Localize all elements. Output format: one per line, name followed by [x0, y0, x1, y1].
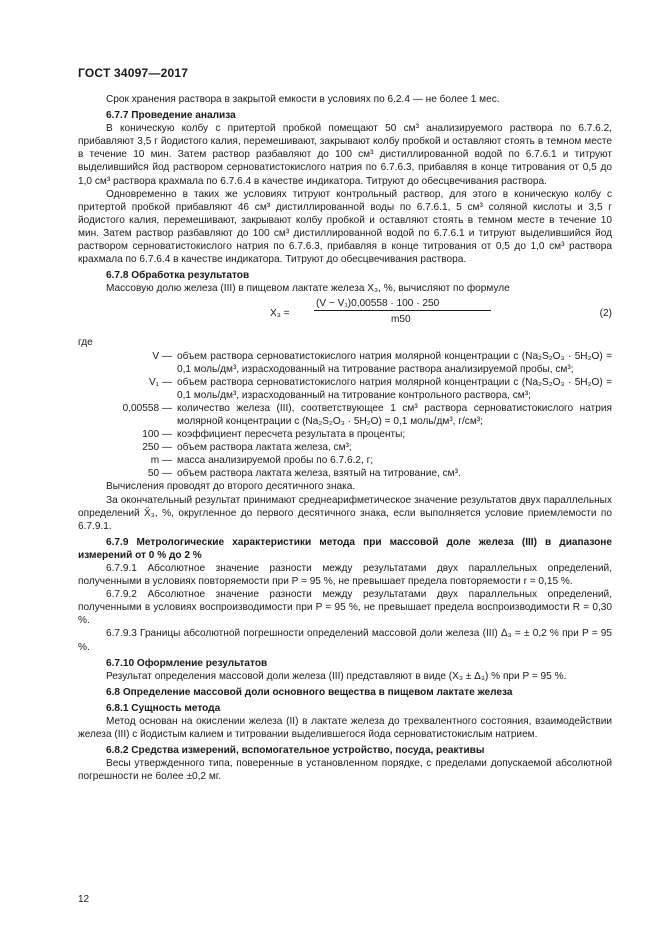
- def-term: 0,00558 —: [122, 402, 172, 414]
- heading-6-7-10: 6.7.10 Оформление результатов: [106, 657, 268, 669]
- formula-number: (2): [599, 308, 612, 320]
- heading-6-7-8: 6.7.8 Обработка результатов: [106, 270, 250, 282]
- paragraph-control: Одновременно в таких же условиях титруют контрольный раствор, для этого в коническую колбу с притертой пробкой прибавляют 46 см³ дистиллированной воды по 6.7.6.1, 5 см³ соляной кислоты и 3,5 г йодистого калия, перемешивают, закрывают колбу пробкой и оставляют стоять в темном месте в течение 10 мин. Затем раствор разбавляют до 100 см³ дистиллированной водой по 6.7.6.1 и титруют выделившийся йод раствором серноватистокислого натрия по 6.7.6.3, прибавляя в конце титрования от 0,5 до 1,0 см³ раствора крахмала по 6.7.6.4 в качестве индикатора. Титруют до обесцвечивания раствора.: [78, 188, 612, 266]
- def-term: 50 —: [147, 468, 172, 480]
- formula-numerator: (V − V₁)0,00558 · 100 · 250: [316, 298, 440, 310]
- heading-6-8-2: 6.8.2 Средства измерений, вспомогательное устройство, посуда, реактивы: [106, 745, 485, 757]
- document-body: [78, 93, 612, 784]
- def-term: 250 —: [142, 442, 172, 454]
- paragraph-scales: Весы утвержденного типа, поверенные в установленном порядке, с пределами допускаемой абсолютной погрешности не более ±0,2 мг.: [78, 758, 612, 783]
- paragraph-formula-intro: Массовую долю железа (III) в пищевом лактате железа X₃, %, вычисляют по формуле: [106, 283, 510, 295]
- page-number: 12: [78, 894, 90, 905]
- heading-6-7-9: 6.7.9 Метрологические характеристики метода при массовой доле железа (III) в диапазоне измерений от 0 % до 2 %: [78, 536, 612, 561]
- def-text: количество железа (III), соответствующее 1 см³ раствора серноватистокислого натрия молярной концентрации c (Na₂S₂O₃ · 5H₂O) = 0,1 моль/дм³, г/см³;: [177, 402, 612, 427]
- paragraph-6-7-9-3: 6.7.9.3 Границы абсолютной погрешности определений массовой доли железа (III) Δ₃ = ± 0,2 % при P = 95 %.: [78, 628, 612, 653]
- heading-6-8: 6.8 Определение массовой доли основного вещества в пищевом лактате железа: [106, 686, 513, 698]
- def-text: коэффициент пересчета результата в проценты;: [177, 429, 406, 441]
- paragraph-6-7-9-2: 6.7.9.2 Абсолютное значение разности между результатами двух параллельных определений, полученными в условиях воспроизводимости при P = 95 %, не превышает предела воспроизводимости R = 0,30 %.: [78, 589, 612, 627]
- heading-6-8-1: 6.8.1 Сущность метода: [106, 702, 221, 714]
- paragraph-method: Метод основан на окислении железа (II) в лактате железа до трехвалентного состояния, взаимодействии железа (III) с йодистым калием и титровании выделившегося йода серноватистокислым натрием.: [78, 716, 612, 741]
- def-term: V₁ —: [148, 376, 172, 388]
- paragraph-result-format: Результат определения массовой доли железа (III) представляют в виде (X₃ ± Δ₃) % при P = 95 %.: [106, 670, 567, 682]
- definitions-list: [78, 336, 612, 480]
- where-label: где: [78, 337, 93, 349]
- def-text: масса анализируемой пробы по 6.7.6.2, г;: [177, 455, 374, 467]
- def-term: V —: [152, 350, 172, 362]
- paragraph-6-7-9-1: 6.7.9.1 Абсолютное значение разности между результатами двух параллельных определений, полученными в условиях повторяемости при P = 95 %, не превышает предела повторяемости r = 0,15 %.: [78, 563, 612, 588]
- formula-2: [78, 296, 612, 332]
- fraction-bar: [314, 310, 491, 311]
- def-term: 100 —: [142, 429, 172, 441]
- def-text: объем раствора серноватистокислого натрия молярной концентрации c (Na₂S₂O₃ · 5H₂O) = 0,1 моль/дм³, израсходованный на титрование контрольного раствора, см³;: [177, 376, 612, 401]
- def-text: объем раствора серноватистокислого натрия молярной концентрации c (Na₂S₂O₃ · 5H₂O) = 0,1 моль/дм³, израсходованный на титрование раствора анализируемой пробы, см³;: [177, 350, 612, 375]
- def-text: объем раствора лактата железа, взятый на титрование, см³.: [177, 468, 461, 480]
- formula-denominator: m50: [391, 314, 411, 326]
- formula-lhs: X₃ =: [270, 308, 290, 320]
- def-term: m —: [150, 455, 172, 467]
- paragraph-storage: Срок хранения раствора в закрытой емкости в условиях по 6.2.4 — не более 1 мес.: [106, 94, 500, 105]
- paragraph-calc: Вычисления проводят до второго десятичного знака.: [106, 481, 356, 493]
- document-header: ГОСТ 34097—2017: [78, 66, 189, 80]
- heading-6-7-7: 6.7.7 Проведение анализа: [106, 110, 236, 122]
- def-text: объем раствора лактата железа, см³;: [177, 442, 352, 454]
- paragraph-final-result: За окончательный результат принимают среднеарифметическое значение результатов двух параллельных определений X̄₃, %, округленное до первого десятичного знака, если выполняется условие приемлемости по 6.7.9.1.: [78, 494, 612, 532]
- paragraph-analysis: В коническую колбу с притертой пробкой помещают 50 см³ анализируемого раствора по 6.7.6.2, прибавляют 3,5 г йодистого калия, перемешивают, закрывают колбу пробкой и оставляют стоять в темном месте в течение 10 мин. Затем раствор разбавляют до 100 см³ дистиллированной водой по 6.7.6.1 и титруют выделившийся йод раствором серноватистокислого натрия по 6.7.6.3, прибавляя в конце титрования от 0,5 до 1,0 см³ раствора крахмала по 6.7.6.4 в качестве индикатора. Титруют до обесцвечивания раствора.: [78, 123, 612, 187]
